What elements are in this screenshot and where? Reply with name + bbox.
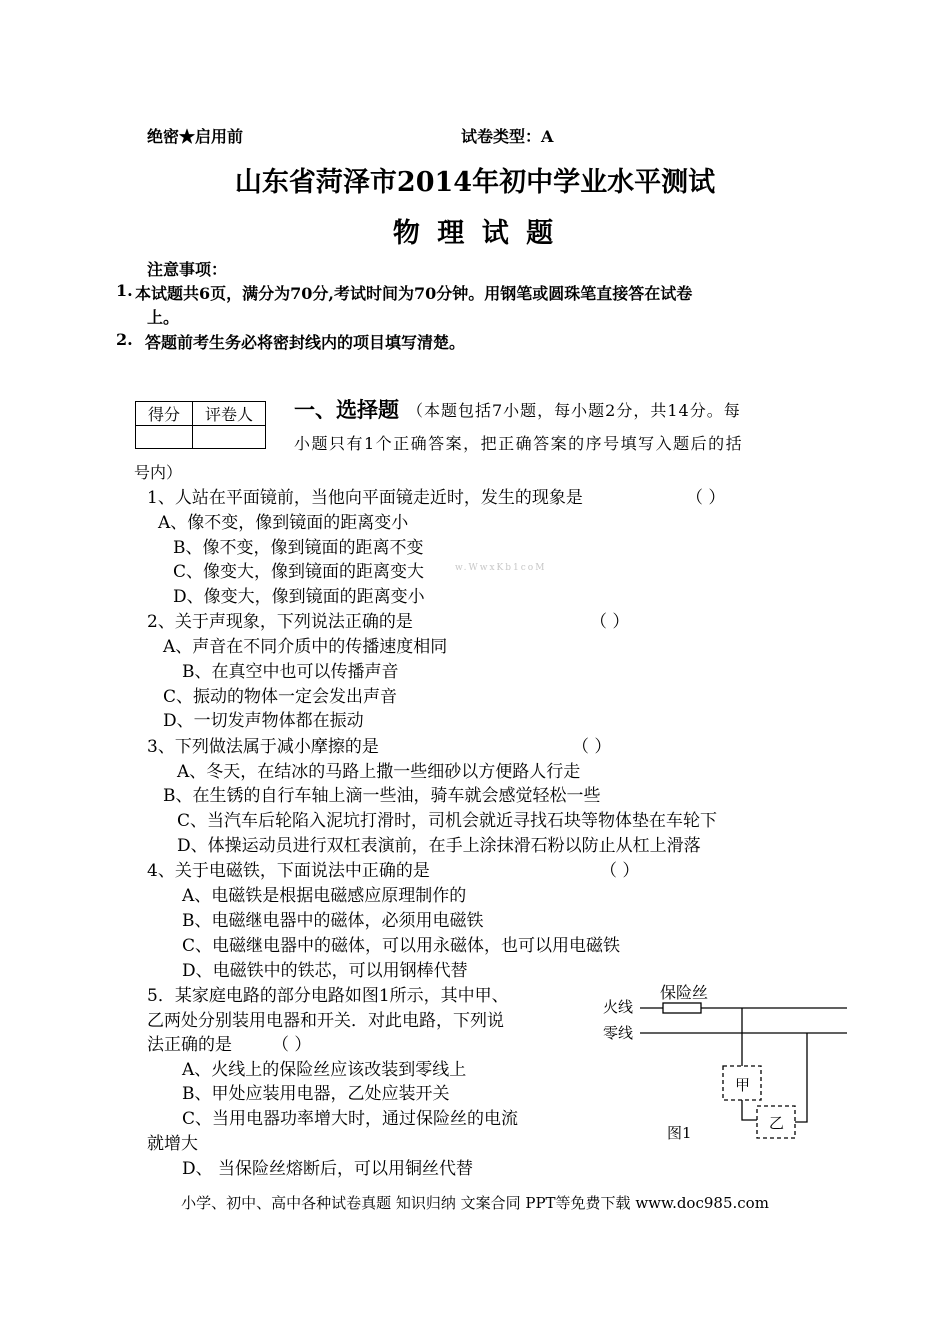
- q4-answer-bracket[interactable]: （ ）: [600, 861, 640, 881]
- q2-option-c: C、振动的物体一定会发出声音: [163, 687, 398, 707]
- secret-label: 绝密★启用前: [147, 127, 244, 146]
- score-header: 得分: [136, 402, 193, 426]
- q4-option-d: D、电磁铁中的铁芯，可以用钢棒代替: [182, 961, 468, 981]
- q2-option-a: A、声音在不同介质中的传播速度相同: [163, 637, 448, 657]
- q5-option-b: B、甲处应装用电器，乙处应装开关: [182, 1084, 450, 1104]
- q5-option-c-cont: 就增大: [147, 1134, 198, 1154]
- q2-answer-bracket[interactable]: （ ）: [590, 612, 630, 632]
- return-wire: [795, 1033, 807, 1122]
- q5-stem-line2: 乙两处分别装用电器和开关．对此电路，下列说: [147, 1011, 504, 1031]
- box-jia-label: 甲: [735, 1076, 751, 1094]
- q4-stem: 4、关于电磁铁，下面说法中正确的是: [147, 861, 430, 881]
- q1-option-c: C、像变大，像到镜面的距离变大: [173, 562, 425, 582]
- fuse-label: 保险丝: [660, 983, 709, 1002]
- section-desc-line1: （本题包括7小题，每小题2分，共14分。每: [407, 401, 741, 420]
- neutral-wire-label: 零线: [603, 1024, 634, 1042]
- note-1-number: 1.: [116, 281, 133, 300]
- notes-heading: 注意事项：: [147, 260, 228, 279]
- q5-option-a: A、火线上的保险丝应该改装到零线上: [182, 1060, 467, 1080]
- score-table: [135, 401, 266, 449]
- q5-option-d: D、 当保险丝熔断后，可以用铜丝代替: [182, 1159, 474, 1179]
- q2-option-d: D、一切发声物体都在振动: [163, 711, 364, 731]
- grader-header: 评卷人: [193, 402, 266, 426]
- connector-wire: [742, 1100, 757, 1120]
- live-wire-label: 火线: [603, 998, 634, 1016]
- q4-option-c: C、电磁继电器中的磁体，可以用永磁体，也可以用电磁铁: [182, 936, 621, 956]
- watermark: w.WwxKb1coM: [455, 563, 547, 573]
- fuse-symbol: [663, 1003, 701, 1013]
- page-footer: 小学、初中、高中各种试卷真题 知识归纳 文案合同 PPT等免费下载 www.doc985.com: [181, 1194, 769, 1212]
- section-title: 一、选择题: [294, 397, 399, 422]
- q4-option-a: A、电磁铁是根据电磁感应原理制作的: [182, 886, 467, 906]
- paper-type-label: 试卷类型：A: [461, 127, 554, 146]
- figure-caption: 图1: [667, 1124, 692, 1142]
- note-1-text: 本试题共6页，满分为70分,考试时间为70分钟。用钢笔或圆珠笔直接答在试卷: [135, 284, 693, 303]
- q1-stem: 1、人站在平面镜前，当他向平面镜走近时，发生的现象是: [147, 488, 583, 508]
- q3-answer-bracket[interactable]: （ ）: [572, 737, 612, 757]
- q1-answer-bracket[interactable]: （ ）: [686, 488, 726, 508]
- q3-option-d: D、体操运动员进行双杠表演前，在手上涂抹滑石粉以防止从杠上滑落: [177, 836, 701, 856]
- note-2-number: 2.: [116, 330, 133, 349]
- note-2-text: 答题前考生务必将密封线内的项目填写清楚。: [145, 333, 466, 352]
- q1-option-a: A、像不变，像到镜面的距离变小: [158, 513, 409, 533]
- circuit-diagram: [595, 978, 860, 1148]
- box-yi-label: 乙: [769, 1114, 785, 1132]
- q5-option-c: C、当用电器功率增大时，通过保险丝的电流: [182, 1109, 519, 1129]
- score-cell[interactable]: [136, 426, 193, 449]
- note-1-text-cont: 上。: [147, 308, 180, 327]
- q2-stem: 2、关于声现象，下列说法正确的是: [147, 612, 413, 632]
- q3-option-a: A、冬天，在结冰的马路上撒一些细砂以方便路人行走: [177, 762, 581, 782]
- q1-option-b: B、像不变，像到镜面的距离不变: [173, 538, 424, 558]
- q5-stem-line3: 法正确的是: [147, 1035, 232, 1055]
- q3-stem: 3、下列做法属于减小摩擦的是: [147, 737, 379, 757]
- section-desc-line3: 号内）: [134, 463, 183, 482]
- q3-option-b: B、在生锈的自行车轴上滴一些油，骑车就会感觉轻松一些: [163, 786, 601, 806]
- page-subtitle: 物 理 试 题: [392, 218, 558, 249]
- page-title: 山东省菏泽市2014年初中学业水平测试: [234, 167, 716, 198]
- q2-option-b: B、在真空中也可以传播声音: [182, 662, 399, 682]
- q4-option-b: B、电磁继电器中的磁体，必须用电磁铁: [182, 911, 484, 931]
- q3-option-c: C、当汽车后轮陷入泥坑打滑时，司机会就近寻找石块等物体垫在车轮下: [177, 811, 718, 831]
- q5-answer-bracket[interactable]: （ ）: [272, 1035, 312, 1055]
- q1-option-d: D、像变大，像到镜面的距离变小: [173, 587, 425, 607]
- q5-stem-line1: 5．某家庭电路的部分电路如图1所示，其中甲、: [147, 986, 509, 1006]
- grader-cell[interactable]: [193, 426, 266, 449]
- section-desc-line2: 小题只有1个正确答案，把正确答案的序号填写入题后的括: [294, 434, 744, 453]
